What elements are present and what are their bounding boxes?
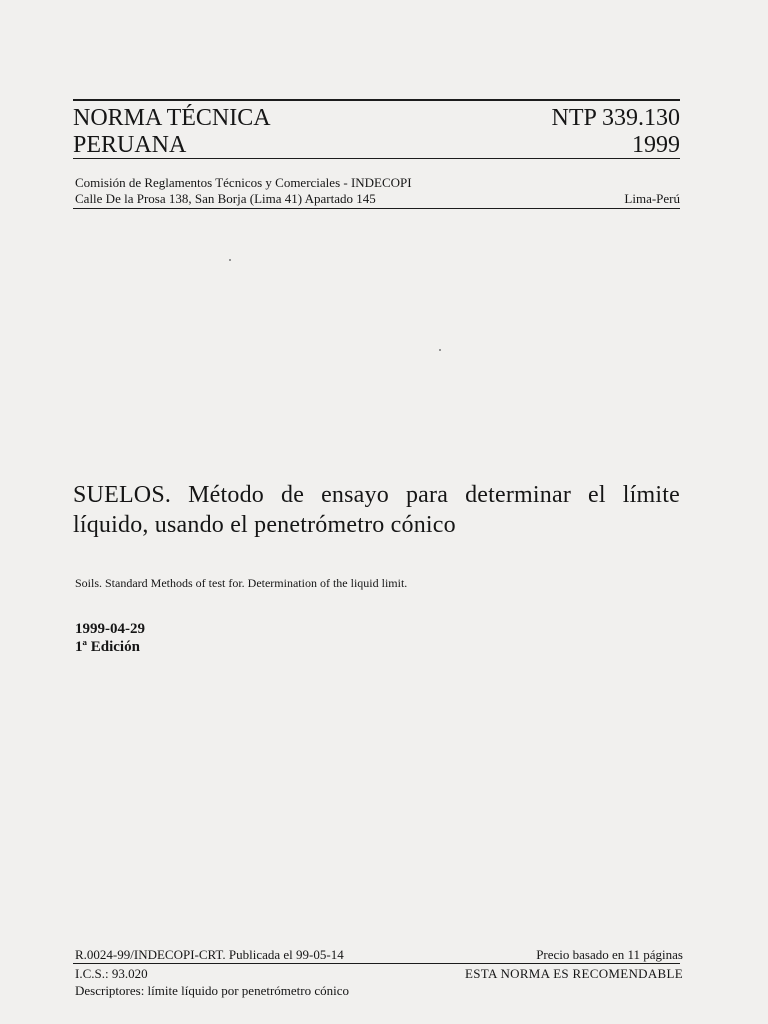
norm-code: NTP 339.130 — [551, 105, 680, 131]
scan-speck — [229, 259, 231, 261]
norm-title-line2: PERUANA — [73, 132, 187, 158]
english-subtitle: Soils. Standard Methods of test for. Determination of the liquid limit. — [75, 576, 408, 590]
document-title — [73, 480, 680, 540]
footer-divider — [73, 963, 680, 964]
descriptors-text: Descriptores: límite líquido por penetrómetro cónico — [75, 983, 350, 998]
document-title-line2: líquido, usando el penetrómetro cónico — [73, 512, 456, 538]
edition-date: 1999-04-29 — [75, 621, 145, 637]
scan-speck — [439, 349, 441, 351]
top-rule — [73, 99, 680, 101]
edition-label: 1ª Edición — [75, 639, 140, 655]
commission-divider — [73, 208, 680, 209]
commission-name: Comisión de Reglamentos Técnicos y Comerciales - INDECOPI — [75, 175, 412, 190]
document-title-line1: SUELOS. Método de ensayo para determinar el límite — [73, 482, 680, 508]
commission-location: Lima-Perú — [624, 191, 680, 206]
recommendation-text: ESTA NORMA ES RECOMENDABLE — [464, 966, 683, 981]
norm-title-line1: NORMA TÉCNICA — [73, 105, 271, 131]
price-text: Precio basado en 11 páginas — [536, 947, 683, 962]
resolution-text: R.0024-99/INDECOPI-CRT. Publicada el 99-05-14 — [75, 947, 344, 962]
norm-year: 1999 — [632, 132, 680, 158]
commission-address: Calle De la Prosa 138, San Borja (Lima 41) Apartado 145 — [75, 191, 376, 206]
ics-code: I.C.S.: 93.020 — [75, 966, 148, 981]
